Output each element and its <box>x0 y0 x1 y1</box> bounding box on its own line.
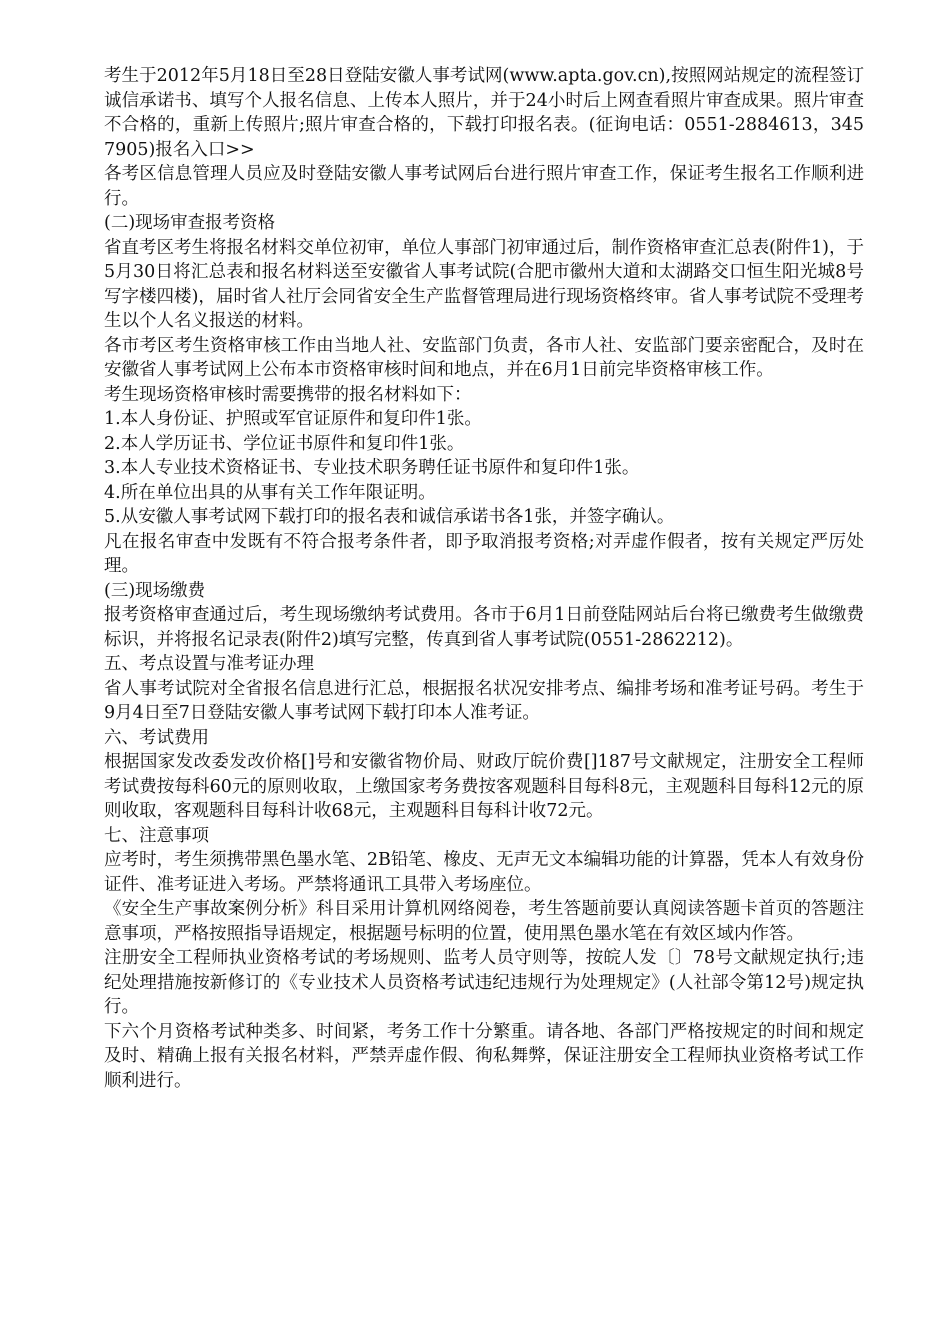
list-item-material-4: 4.所在单位出具的从事有关工作年限证明。 <box>104 482 436 503</box>
paragraph-photo-review: 各考区信息管理人员应及时登陆安徽人事考试网后台进行照片审查工作，保证考生报名工作顺利进行。 <box>104 164 864 209</box>
paragraph-disqualification: 凡在报名审查中发既有不符合报考条件者，即予取消报考资格;对弄虚作假者，按有关规定严厉处理。 <box>104 531 864 576</box>
heading-onsite-payment: (三)现场缴费 <box>104 580 206 601</box>
paragraph-exam-items: 应考时，考生须携带黑色墨水笔、2B铅笔、橡皮、无声无文本编辑功能的计算器，凭本人有效身份证件、准考证进入考场。严禁将通讯工具带入考场座位。 <box>104 850 864 895</box>
heading-onsite-review: (二)现场审查报考资格 <box>104 213 276 233</box>
document-body <box>104 64 864 1093</box>
paragraph-registration-online: 考生于2012年5月18日至28日登陆安徽人事考试网(www.apta.gov.cn),按照网站规定的流程签订诚信承诺书、填写个人报名信息、上传本人照片，并于24小时后上网查看照片审查成果。照片审查不合格的，重新上传照片;照片审查合格的，下载打印报名表。(征询电话：0551-2884613，3457905)报名入口>> <box>104 66 864 160</box>
heading-notes: 七、注意事项 <box>104 825 209 846</box>
list-item-material-2: 2.本人学历证书、学位证书原件和复印件1张。 <box>104 433 465 454</box>
paragraph-rules: 注册安全工程师执业资格考试的考场规则、监考人员守则等，按皖人发〔〕78号文献规定执行;违纪处理措施按新修订的《专业技术人员资格考试违纪违规行为处理规定》(人社部令第12号)规定执行。 <box>104 948 864 1017</box>
list-item-material-5: 5.从安徽人事考试网下载打印的报名表和诚信承诺书各1张，并签字确认。 <box>104 507 675 527</box>
paragraph-provincial-review: 省直考区考生将报名材料交单位初审，单位人事部门初审通过后，制作资格审查汇总表(附件1)，于5月30日将汇总表和报名材料送至安徽省人事考试院(合肥市徽州大道和太湖路交口恒生阳光城8号写字楼四楼)，届时省人社厅会同省安全生产监督管理局进行现场资格终审。省人事考试院不受理考生以个人名义报送的材料。 <box>104 237 864 331</box>
list-item-material-1: 1.本人身份证、护照或军官证原件和复印件1张。 <box>104 409 482 429</box>
paragraph-case-analysis: 《安全生产事故案例分析》科目采用计算机网络阅卷，考生答题前要认真阅读答题卡首页的答题注意事项，严格按照指导语规定，根据题号标明的位置，使用黑色墨水笔在有效区域内作答。 <box>104 899 864 944</box>
paragraph-city-review: 各市考区考生资格审核工作由当地人社、安监部门负责，各市人社、安监部门要亲密配合，及时在安徽省人事考试网上公布本市资格审核时间和地点，并在6月1日前完毕资格审核工作。 <box>104 335 864 380</box>
paragraph-exam-fees: 根据国家发改委发改价格[]号和安徽省物价局、财政厅皖价费[]187号文献规定，注册安全工程师考试费按每科60元的原则收取，上缴国家考务费按客观题科目每科8元，主观题科目每科12元的原则收取，客观题科目每科计收68元，主观题科目每科计收72元。 <box>104 752 864 821</box>
paragraph-closing: 下六个月资格考试种类多、时间紧，考务工作十分繁重。请各地、各部门严格按规定的时间和规定及时、精确上报有关报名材料，严禁弄虚作假、徇私舞弊，保证注册安全工程师执业资格考试工作顺利进行。 <box>104 1021 864 1091</box>
paragraph-payment: 报考资格审查通过后，考生现场缴纳考试费用。各市于6月1日前登陆网站后台将已缴费考生做缴费标识，并将报名记录表(附件2)填写完整，传真到省人事考试院(0551-2862212)。 <box>104 605 864 650</box>
heading-exam-fees: 六、考试费用 <box>104 727 209 748</box>
paragraph-exam-sites: 省人事考试院对全省报名信息进行汇总，根据报名状况安排考点、编排考场和准考证号码。考生于9月4日至7日登陆安徽人事考试网下载打印本人准考证。 <box>104 678 864 723</box>
list-item-material-3: 3.本人专业技术资格证书、专业技术职务聘任证书原件和复印件1张。 <box>104 458 640 478</box>
heading-exam-sites: 五、考点设置与准考证办理 <box>104 654 314 674</box>
paragraph-materials-intro: 考生现场资格审核时需要携带的报名材料如下： <box>104 384 472 405</box>
